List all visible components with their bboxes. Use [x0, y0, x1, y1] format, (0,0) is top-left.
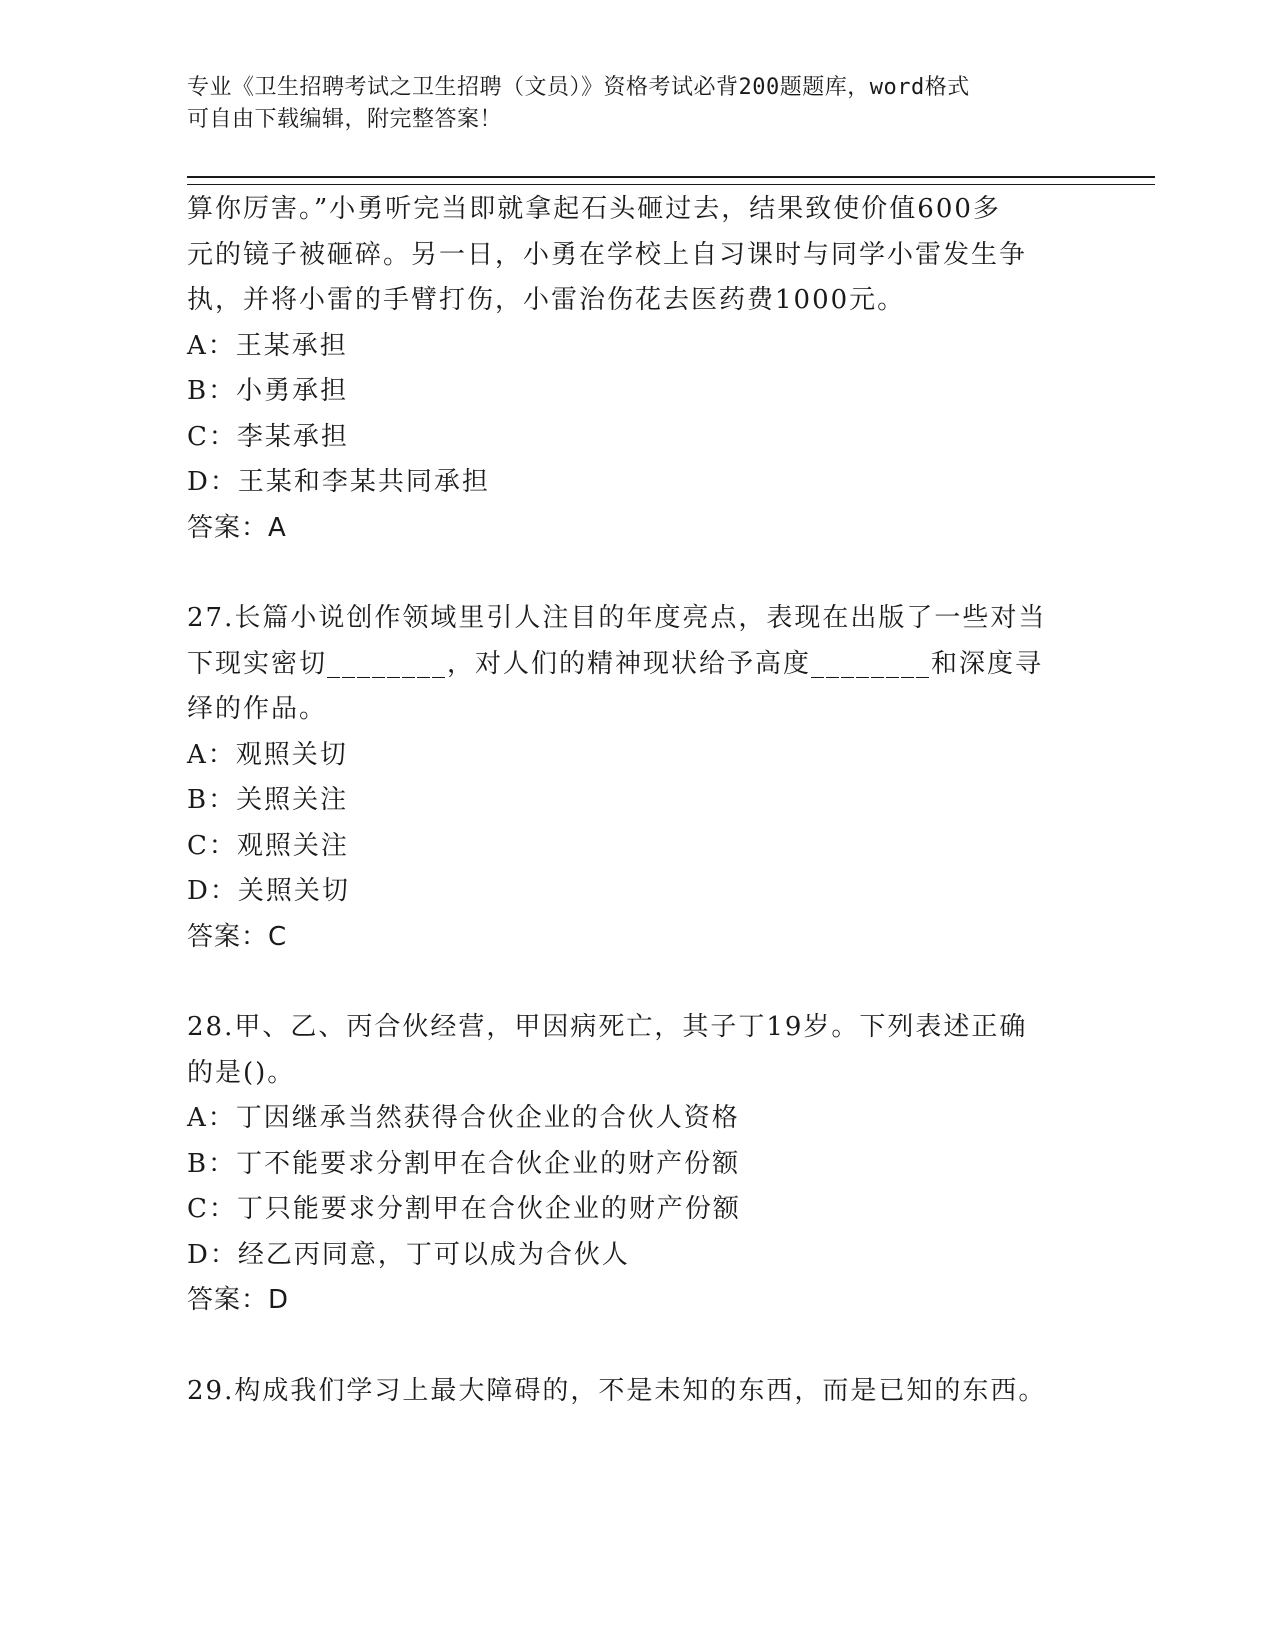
question-text-line: 下现实密切________，对人们的精神现状给予高度________和深度寻	[187, 648, 1044, 679]
spacer	[187, 551, 1087, 596]
question-text-line: 元的镜子被砸碎。另一日，小勇在学校上自习课时与同学小雷发生争	[187, 239, 1028, 270]
spacer	[187, 1324, 1087, 1369]
question-text-line: 29.构成我们学习上最大障碍的，不是未知的东西，而是已知的东西。	[187, 1375, 1047, 1406]
option-c: C：李某承担	[187, 421, 349, 452]
option-d: D：王某和李某共同承担	[187, 467, 490, 497]
option-c: C：观照关注	[187, 830, 349, 861]
question-text-line: 执，并将小雷的手臂打伤，小雷治伤花去医药费1000元。	[187, 285, 906, 315]
question-27	[187, 596, 1087, 960]
question-28	[187, 1005, 1087, 1324]
answer-line: 答案：C	[187, 921, 288, 952]
option-d: D：关照关切	[187, 876, 350, 906]
question-text-line: 28.甲、乙、丙合伙经营，甲因病死亡，其子丁19岁。下列表述正确	[187, 1012, 1028, 1042]
question-text-line: 的是()。	[187, 1057, 296, 1088]
option-b: B：丁不能要求分割甲在合伙企业的财产份额	[187, 1148, 741, 1179]
option-c: C：丁只能要求分割甲在合伙企业的财产份额	[187, 1194, 741, 1224]
header-title-line-2: 可自由下载编辑，附完整答案！	[187, 107, 503, 132]
question-text-line: 27.长篇小说创作领域里引人注目的年度亮点，表现在出版了一些对当	[187, 603, 1047, 633]
header-title-line-1: 专业《卫生招聘考试之卫生招聘（文员）》资格考试必背200题题库，word格式	[187, 75, 970, 100]
header-divider	[187, 176, 1155, 185]
document-header	[187, 72, 1067, 136]
option-b: B：关照关注	[187, 785, 349, 815]
answer-line: 答案：D	[187, 1285, 290, 1315]
answer-line: 答案：A	[187, 512, 287, 543]
option-a: A：王某承担	[187, 330, 348, 361]
option-d: D：经乙丙同意，丁可以成为合伙人	[187, 1239, 630, 1270]
question-text-line: 算你厉害。”小勇听完当即就拿起石头砸过去，结果致使价值600多	[187, 194, 1001, 224]
option-b: B：小勇承担	[187, 376, 349, 406]
option-a: A：丁因继承当然获得合伙企业的合伙人资格	[187, 1103, 740, 1133]
option-a: A：观照关切	[187, 739, 348, 770]
question-text-line: 绎的作品。	[187, 694, 328, 724]
document-body	[187, 187, 1087, 1414]
question-29	[187, 1369, 1087, 1415]
spacer	[187, 960, 1087, 1005]
question-continuation	[187, 187, 1087, 551]
